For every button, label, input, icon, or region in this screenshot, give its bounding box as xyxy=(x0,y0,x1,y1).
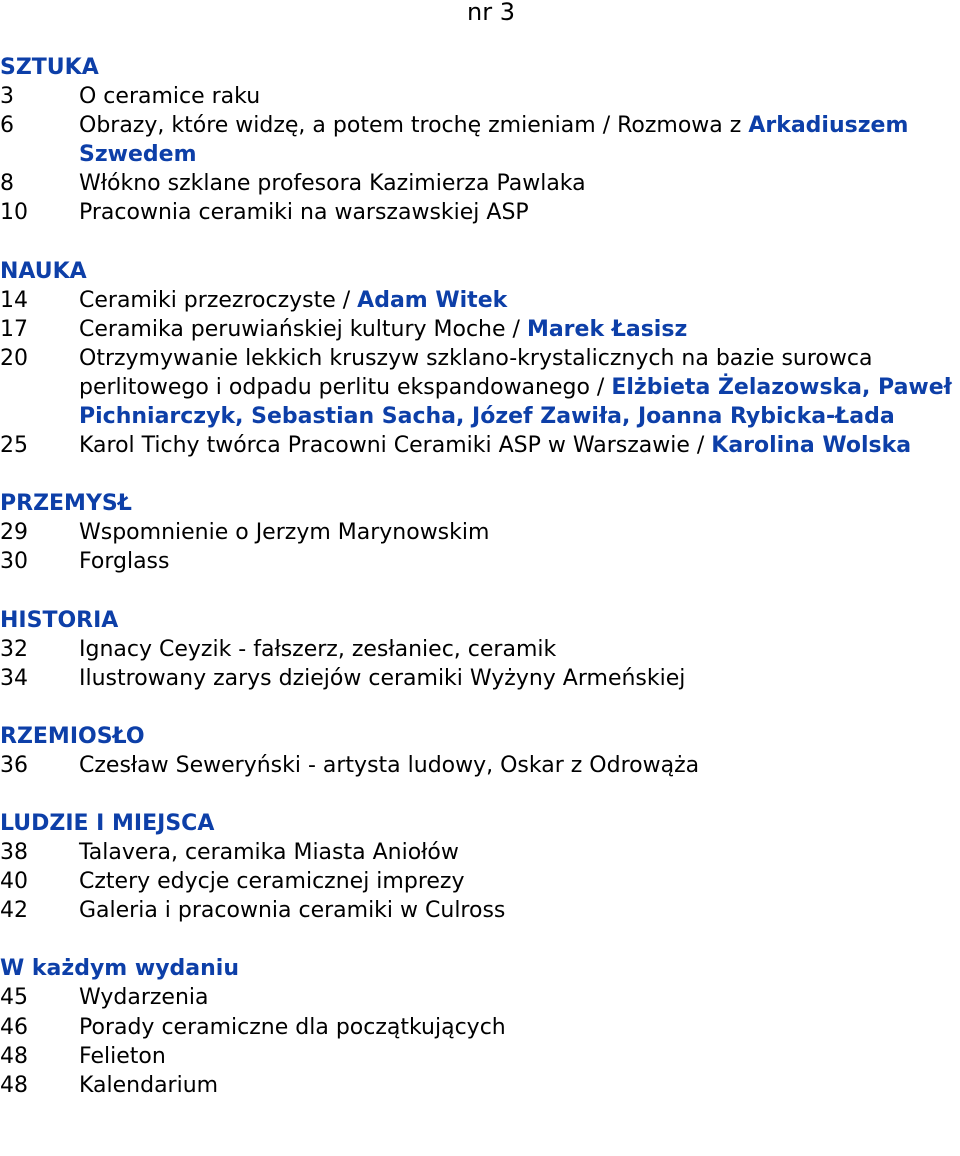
toc-section xyxy=(0,489,960,576)
entry-title-line xyxy=(79,169,960,198)
page-number: 48 xyxy=(0,1072,28,1098)
issue-number: nr 3 xyxy=(467,0,515,26)
entry-title: Kalendarium xyxy=(79,1072,219,1098)
page-number: 14 xyxy=(0,287,28,313)
entry-title-line xyxy=(79,198,960,227)
entry-title: Czesław Seweryński - artysta ludowy, Oskar z Odrowąża xyxy=(79,752,700,778)
entry-title: Obrazy, które widzę, a potem trochę zmieniam / Rozmowa z xyxy=(79,113,749,139)
section-heading: W każdym wydaniu xyxy=(0,956,240,982)
table-of-contents xyxy=(0,53,960,1129)
entry-title-line xyxy=(79,518,960,547)
toc-entry xyxy=(0,983,960,1012)
section-heading: SZTUKA xyxy=(0,55,99,80)
entry-title-line xyxy=(79,431,960,460)
entry-title-line xyxy=(79,547,960,576)
section-heading: RZEMIOSŁO xyxy=(0,723,145,749)
entry-title-line xyxy=(79,838,960,867)
entry-title: Talavera, ceramika Miasta Aniołów xyxy=(79,840,459,866)
toc-entry xyxy=(0,867,960,896)
toc-entry xyxy=(0,431,960,460)
entry-title-line xyxy=(79,1042,960,1071)
entry-title: Ignacy Ceyzik - fałszerz, zesłaniec, ceramik xyxy=(79,636,557,662)
entry-title-line xyxy=(79,664,960,693)
page-number: 36 xyxy=(0,752,28,778)
entry-title: Ilustrowany zarys dziejów ceramiki Wyżyny Armeńskiej xyxy=(79,665,686,691)
toc-entry xyxy=(0,547,960,576)
entry-title: Cztery edycje ceramicznej imprezy xyxy=(79,869,465,895)
entry-title: Włókno szklane profesora Kazimierza Pawlaka xyxy=(79,171,586,197)
page-number: 42 xyxy=(0,898,28,924)
page-number: 6 xyxy=(0,113,14,139)
toc-entry xyxy=(0,751,960,780)
section-heading: PRZEMYSŁ xyxy=(0,491,132,517)
page-number: 34 xyxy=(0,665,28,691)
page-number: 46 xyxy=(0,1014,28,1040)
toc-section xyxy=(0,954,960,1099)
toc-entry xyxy=(0,198,960,227)
toc-entry xyxy=(0,1042,960,1071)
entry-title: Ceramika peruwiańskiej kultury Moche / xyxy=(79,316,527,342)
entry-title-line xyxy=(79,983,960,1012)
toc-entry xyxy=(0,111,960,169)
toc-entry xyxy=(0,315,960,344)
entry-title: Otrzymywanie lekkich kruszyw szklano-krystalicznych na bazie surowca perlitowego i odpadu perlitu ekspandowanego / xyxy=(79,345,873,400)
entry-title-line xyxy=(79,315,960,344)
entry-title: Forglass xyxy=(79,549,170,575)
page-number: 48 xyxy=(0,1043,28,1069)
entry-title: Pracownia ceramiki na warszawskiej ASP xyxy=(79,200,529,226)
entry-title-line xyxy=(79,1013,960,1042)
page-number: 32 xyxy=(0,636,28,662)
page-number: 3 xyxy=(0,84,14,110)
section-heading: LUDZIE I MIEJSCA xyxy=(0,810,215,836)
toc-entry xyxy=(0,1071,960,1100)
toc-section xyxy=(0,809,960,925)
page-number: 45 xyxy=(0,985,28,1011)
toc-entry xyxy=(0,635,960,664)
entry-title-line xyxy=(79,111,960,169)
toc-section xyxy=(0,722,960,780)
entry-author: Marek Łasisz xyxy=(526,316,688,342)
page-number: 38 xyxy=(0,840,28,866)
page-number: 20 xyxy=(0,345,28,371)
entry-author: Elżbieta Żelazowska, Paweł Pichniarczyk, Sebastian Sacha, Józef Zawiła, Joanna Rybicka-Łada xyxy=(79,374,952,430)
entry-title: Karol Tichy twórca Pracowni Ceramiki ASP w Warszawie / xyxy=(79,433,712,459)
page-number: 30 xyxy=(0,549,28,575)
toc-entry xyxy=(0,896,960,925)
toc-entry xyxy=(0,286,960,315)
page-number: 25 xyxy=(0,433,28,459)
toc-entry xyxy=(0,838,960,867)
entry-title-line xyxy=(79,896,960,925)
entry-title: O ceramice raku xyxy=(79,84,261,110)
toc-entry xyxy=(0,82,960,111)
toc-entry xyxy=(0,169,960,198)
page-number: 10 xyxy=(0,200,28,226)
entry-title-line xyxy=(79,751,960,780)
entry-title: Wydarzenia xyxy=(79,985,209,1011)
entry-title: Wspomnienie o Jerzym Marynowskim xyxy=(79,520,490,546)
entry-author: Arkadiuszem Szwedem xyxy=(79,113,909,168)
page-number: 29 xyxy=(0,520,28,546)
toc-section xyxy=(0,257,960,461)
section-heading: HISTORIA xyxy=(0,607,119,633)
entry-author: Karolina Wolska xyxy=(711,433,912,459)
toc-section xyxy=(0,53,960,228)
toc-section xyxy=(0,606,960,693)
toc-entry xyxy=(0,1013,960,1042)
toc-entry xyxy=(0,344,960,431)
toc-entry xyxy=(0,664,960,693)
entry-title-line xyxy=(79,1071,960,1100)
entry-title-line xyxy=(79,867,960,896)
entry-title: Felieton xyxy=(79,1043,166,1069)
entry-title: Ceramiki przezroczyste / xyxy=(79,287,358,313)
toc-entry xyxy=(0,518,960,547)
page-number: 17 xyxy=(0,316,28,342)
entry-title: Galeria i pracownia ceramiki w Culross xyxy=(79,898,506,924)
entry-title-line xyxy=(79,286,960,315)
page-number: 8 xyxy=(0,171,14,197)
entry-title-line xyxy=(79,635,960,664)
entry-title-line xyxy=(79,82,960,111)
entry-title-line xyxy=(79,344,960,431)
entry-author: Adam Witek xyxy=(357,287,508,313)
entry-title: Porady ceramiczne dla początkujących xyxy=(79,1014,506,1040)
page-number: 40 xyxy=(0,869,28,895)
section-heading: NAUKA xyxy=(0,258,87,284)
